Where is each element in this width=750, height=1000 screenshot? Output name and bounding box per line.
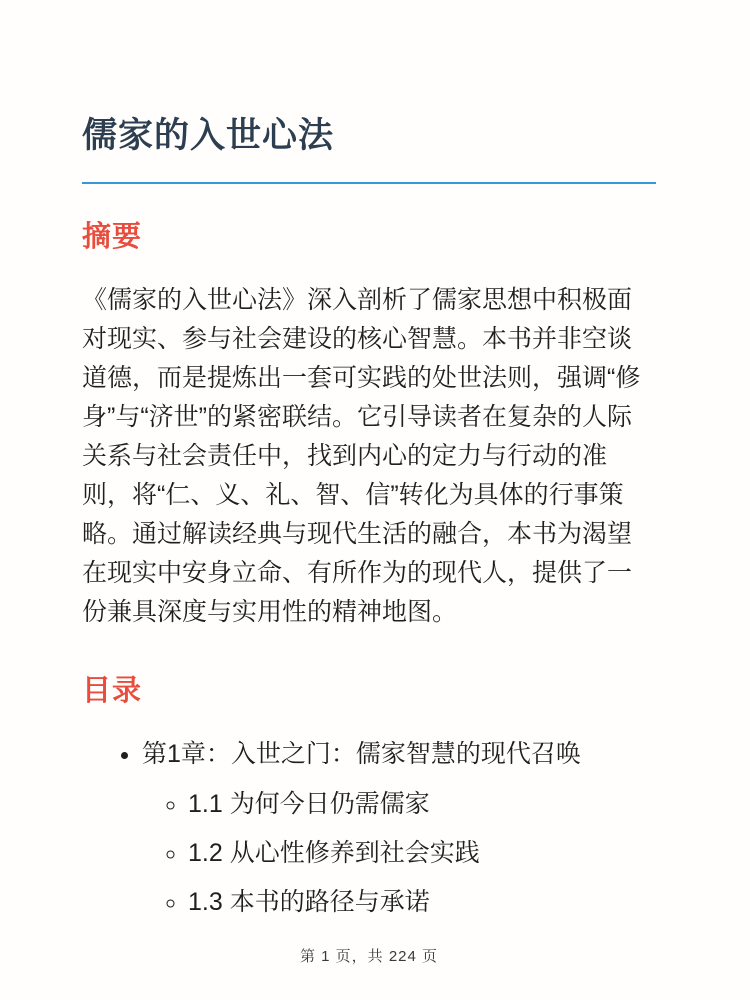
toc-sublist (142, 787, 656, 919)
toc-subitem: ◦ 1.2 从心性修养到社会实践 (188, 836, 656, 870)
page-number-indicator: 第 1 页，共 224 页 (299, 947, 439, 965)
page-title: 儒家的入世心法 (82, 116, 335, 155)
toc-subitem: ◦ 1.3 本书的路径与承诺 (188, 885, 656, 919)
toc-chapter-label: 第1章：入世之门：儒家智慧的现代召唤 (142, 739, 581, 768)
toc-list (82, 737, 656, 919)
title-divider (82, 182, 656, 184)
abstract-heading: 摘要 (82, 221, 143, 253)
abstract-paragraph: 《儒家的入世心法》深入剖析了儒家思想中积极面对现实、参与社会建设的核心智慧。本书并非空谈道德，而是提炼出一套可实践的处世法则，强调“修身”与“济世”的紧密联结。它引导读者在复杂的人际关系与社会责任中，找到内心的定力与行动的准则，将“仁、义、礼、智、信”转化为具体的行事策略。通过解读经典与现代生活的融合，本书为渴望在现实中安身立命、有所作为的现代人，提供了一份兼具深度与实用性的精神地图。 (82, 285, 641, 626)
toc-heading: 目录 (82, 674, 143, 707)
toc-subitem: ◦ 1.1 为何今日仍需儒家 (188, 787, 656, 821)
toc-chapter-item (142, 737, 656, 919)
